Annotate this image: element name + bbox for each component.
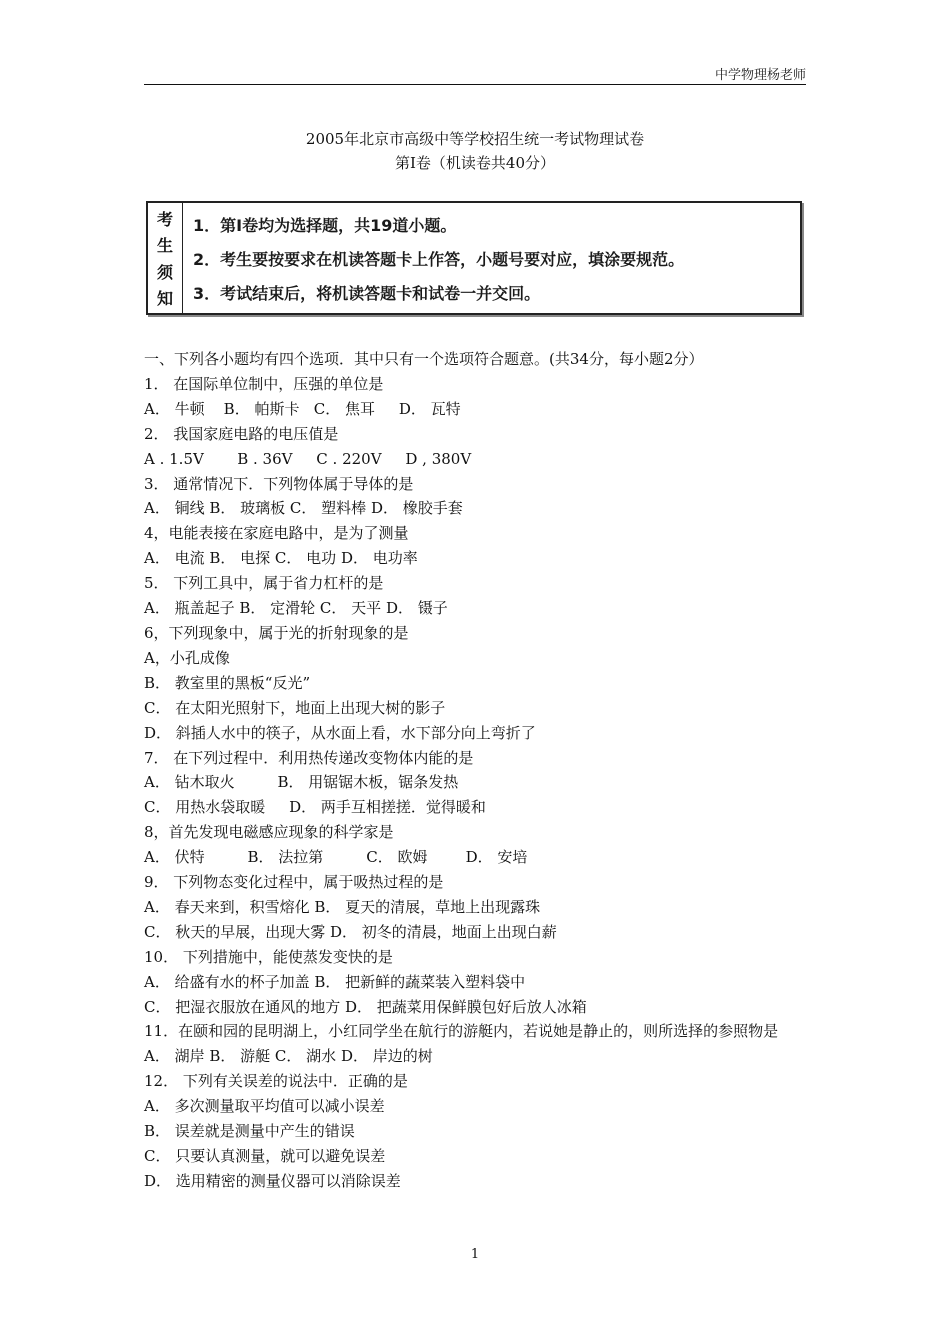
- answer-options: C． 秋天的早展，出现大雾 D． 初冬的清晨，地面上出现白薪: [144, 922, 557, 941]
- notice-label-char: 考: [156, 209, 173, 229]
- notice-label-char: 须: [156, 262, 173, 282]
- notice-item: 1．第Ⅰ卷均为选择题，共19道小题。: [193, 215, 457, 235]
- question-stem: 7． 在下列过程中．利用热传递改变物体内能的是: [144, 748, 474, 767]
- answer-option: C． 只要认真测量，就可以避免误差: [144, 1147, 386, 1165]
- notice-label-char: 生: [156, 236, 173, 256]
- question-stem: 10． 下列措施中，能使蒸发变快的是: [144, 947, 393, 966]
- candidate-notice-box: [146, 201, 802, 315]
- question-stem: 9． 下列物态变化过程中，属于吸热过程的是: [144, 873, 444, 892]
- answer-options: A． 伏特 B． 法拉第 C． 欧姆 D． 安培: [144, 848, 528, 867]
- answer-options: A . 1.5V B . 36V C . 220V D , 380V: [144, 449, 472, 468]
- question-stem: 3． 通常情况下．下列物体属于导体的是: [144, 474, 414, 493]
- answer-options: A． 春天来到，积雪熔化 B． 夏天的清展，草地上出现露珠: [144, 897, 541, 916]
- answer-options: A． 瓶盖起子 B． 定滑轮 C． 天平 D． 镊子: [144, 599, 448, 618]
- question-stem: 2． 我国家庭电路的电压值是: [144, 424, 339, 443]
- notice-items: [183, 203, 800, 313]
- answer-option: B． 误差就是测量中产生的错误: [144, 1122, 355, 1141]
- answer-option: C． 在太阳光照射下，地面上出现大树的影子: [144, 698, 446, 717]
- question-stem: 6，下列现象中，属于光的折射现象的是: [144, 623, 409, 642]
- answer-options: C． 用热水袋取暖 D． 两手互相搓搓．觉得暖和: [144, 798, 486, 817]
- answer-option: D． 斜插人水中的筷子，从水面上看，水下部分向上弯折了: [144, 723, 536, 742]
- answer-option: A． 多次测量取平均值可以减小误差: [144, 1097, 385, 1116]
- answer-options: A． 铜线 B． 玻璃板 C． 塑料棒 D． 橡胶手套: [144, 499, 463, 518]
- question-stem: 11．在颐和园的昆明湖上，小红同学坐在航行的游艇内，若说她是静止的，则所选择的参照物是: [144, 1022, 779, 1041]
- notice-label-char: 知: [156, 289, 173, 309]
- answer-option: B． 教室里的黑板“反光”: [144, 673, 311, 692]
- section-heading: 一、下列各小题均有四个选项．其中只有一个选项符合题意。(共34分，每小题2分）: [144, 350, 704, 368]
- notice-label: [148, 203, 183, 313]
- exam-title: 2005年北京市高级中等学校招生统一考试物理试卷: [305, 130, 645, 148]
- header-note: 中学物理杨老师: [714, 68, 806, 83]
- notice-item: 2．考生要按要求在机读答题卡上作答，小题号要对应，填涂要规范。: [193, 249, 685, 269]
- answer-options: A． 给盛有水的杯子加盖 B． 把新鲜的蔬菜装入塑料袋中: [144, 972, 526, 991]
- answer-option: D． 选用精密的测量仪器可以消除误差: [144, 1171, 401, 1190]
- question-stem: 1． 在国际单位制中，压强的单位是: [144, 374, 384, 393]
- answer-option: A，小孔成像: [144, 648, 230, 667]
- answer-options: A． 电流 B． 电探 C． 电功 D． 电功率: [144, 549, 418, 568]
- question-stem: 4，电能表接在家庭电路中，是为了测量: [144, 524, 409, 543]
- question-stem: 5． 下列工具中，属于省力杠杆的是: [144, 574, 384, 593]
- header-rule: [144, 84, 806, 85]
- question-stem: 12． 下列有关误差的说法中．正确的是: [144, 1072, 408, 1091]
- answer-options: A． 钻木取火 B． 用锯锯木板，锯条发热: [144, 773, 459, 792]
- answer-options: A． 湖岸 B． 游艇 C． 湖水 D． 岸边的树: [144, 1047, 433, 1066]
- answer-options: C． 把湿衣服放在通风的地方 D． 把蔬菜用保鲜膜包好后放人冰箱: [144, 997, 587, 1016]
- exam-subtitle: 第I卷（机读卷共40分）: [394, 154, 555, 172]
- question-list: [144, 347, 806, 1194]
- question-stem: 8，首先发现电磁感应现象的科学家是: [144, 823, 394, 842]
- notice-item: 3．考试结束后，将机读答题卡和试卷一并交回。: [193, 283, 541, 303]
- answer-options: A． 牛顿 B． 帕斯卡 C． 焦耳 D． 瓦特: [144, 399, 461, 418]
- page-number: 1: [470, 1247, 480, 1262]
